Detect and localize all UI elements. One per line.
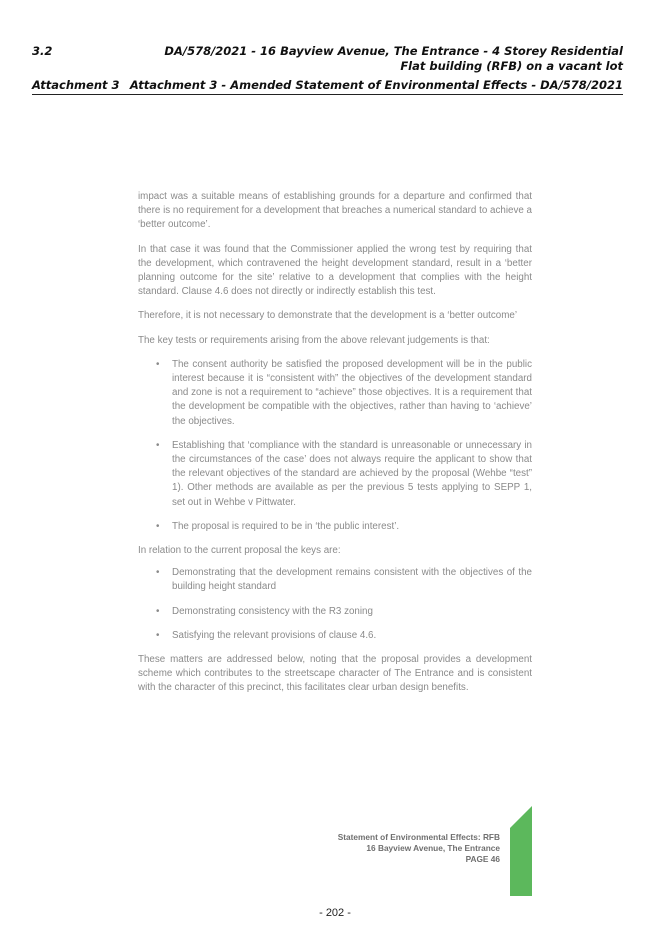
paragraph: The key tests or requirements arising from the above relevant judgements is that: <box>138 334 490 346</box>
attachment-title: Attachment 3 - Amended Statement of Environmental Effects - DA/578/2021 <box>129 78 623 92</box>
bullet-icon: • <box>156 439 160 451</box>
attachment-header <box>32 78 623 95</box>
list-item: • Demonstrating that the development remains consistent with the objectives of the building height standard <box>156 567 532 593</box>
paragraph: These matters are addressed below, noting that the proposal provides a development scheme which contributes to the streetscape character of The Entrance and is consistent with the character of this precinct, this facilitates clear urban design benefits. <box>138 654 532 694</box>
paragraph: Therefore, it is not necessary to demonstrate that the development is a ‘better outcome’ <box>138 310 518 322</box>
proposal-keys-list <box>138 566 532 643</box>
list-item: • Demonstrating consistency with the R3 zoning <box>138 605 532 619</box>
header-title: DA/578/2021 - 16 Bayview Avenue, The Entrance - 4 Storey Residential Flat building (RFB) on a vacant lot <box>164 44 623 73</box>
paragraph: In that case it was found that the Commissioner applied the wrong test by requiring that the development, which contravened the height development standard, result in a ‘better planning outcome for the site’ relative to a development that complies with the height standard. Clause 4.6 does not directly or indirectly establish this test. <box>138 243 532 298</box>
footer-line: 16 Bayview Avenue, The Entrance <box>366 842 500 853</box>
bullet-icon: • <box>156 567 160 579</box>
bullet-icon: • <box>156 629 160 641</box>
paragraph: impact was a suitable means of establishing grounds for a departure and confirmed that there is no requirement for a development that breaches a numerical standard to achieve a ‘better outcome’. <box>138 191 532 231</box>
attachment-label: Attachment 3 <box>32 78 120 92</box>
paragraph: In relation to the current proposal the keys are: <box>138 545 341 557</box>
list-item: • The consent authority be satisfied the proposed development will be in the public interest because it is “consistent with” the objectives of the development standard and zone is not a requirement to “achieve” those objectives. It is a requirement that the development be compatible with the objectives, rather than having to ‘achieve’ the objectives. <box>156 358 532 427</box>
page-number: - 202 - <box>319 907 351 919</box>
key-tests-list <box>138 358 532 534</box>
bullet-icon: • <box>156 605 160 617</box>
list-item: • The proposal is required to be in ‘the public interest’. <box>138 520 532 534</box>
bullet-icon: • <box>156 520 160 532</box>
footer-page-label: PAGE 46 <box>465 853 500 864</box>
green-tab-icon <box>510 806 532 896</box>
body-content <box>138 190 532 706</box>
item-number: 3.2 <box>32 44 53 58</box>
footer-text <box>338 832 500 864</box>
list-item: • Establishing that ‘compliance with the standard is unreasonable or unnecessary in the circumstances of the case’ does not always require the applicant to show that the relevant objectives of the standard are achieved by the proposal (Wehbe “test” 1). Other methods are available as per the previous 5 tests applying to SEPP 1, set out in Wehbe v Pittwater. <box>156 439 532 508</box>
footer-line: Statement of Environmental Effects: RFB <box>337 832 500 842</box>
bullet-icon: • <box>156 358 160 370</box>
document-header <box>32 44 623 74</box>
list-item: • Satisfying the relevant provisions of clause 4.6. <box>138 629 532 643</box>
